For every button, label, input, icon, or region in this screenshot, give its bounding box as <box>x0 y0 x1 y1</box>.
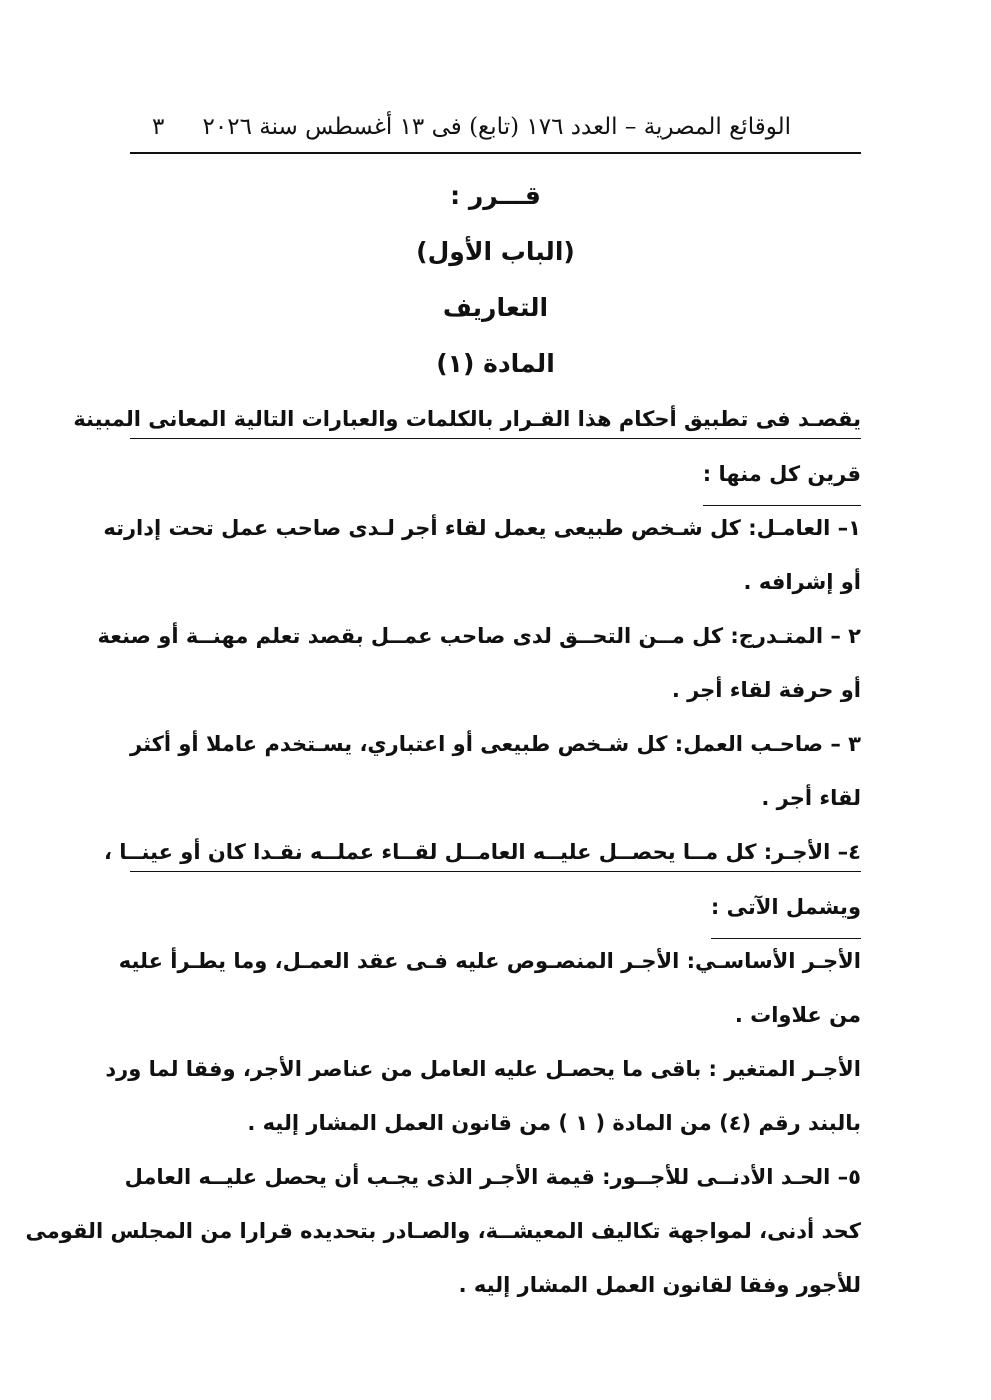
intro-line-2-text: قرين كل منها : <box>703 447 861 506</box>
intro-line-1 <box>73 392 861 439</box>
definition-4-line-2-text: ويشمل الآتى : <box>711 880 861 939</box>
page-number: ٣ <box>152 114 165 140</box>
definitions-heading: التعاريف <box>442 293 549 322</box>
definition-1-line-2: أو إشرافه . <box>743 570 861 594</box>
definition-5-line-1: ٥– الحـد الأدنــى للأجــور: قيمة الأجـر الذى يجـب أن يحصل عليــه العامل <box>124 1165 861 1189</box>
variable-wage-line-1: الأجـر المتغير : باقى ما يحصـل عليه العامل من عناصر الأجر، وفقا لما ورد <box>105 1057 861 1081</box>
decree-heading: قـــرر : <box>450 181 541 210</box>
definition-3-line-1: ٣ – صاحـب العمل: كل شـخص طبيعى أو اعتباري، يسـتخدم عاملا أو أكثر <box>130 732 861 756</box>
definition-2-line-1: ٢ – المتـدرج: كل مــن التحــق لدى صاحب عمــل بقصد تعلم مهنــة أو صنعة <box>97 624 861 648</box>
basic-wage-line-2: من علاوات . <box>734 1003 861 1027</box>
intro-line-2 <box>130 447 861 501</box>
page-header <box>130 100 861 154</box>
basic-wage-line-1: الأجـر الأساسـي: الأجـر المنصـوص عليه فـى عقد العمـل، وما يطـرأ عليه <box>118 949 861 973</box>
gazette-page <box>25 100 861 1312</box>
chapter-heading: (الباب الأول) <box>416 237 575 266</box>
definition-4-line-1 <box>103 825 861 872</box>
gazette-issue-title: الوقائع المصرية – العدد ١٧٦ (تابع) فى ١٣ أغسطس سنة ٢٠٢٦ <box>202 114 791 140</box>
definition-4-line-1-text: ٤– الأجـر: كل مــا يحصــل عليــه العامــل لقــاء عملــه نقـدا كان أو عينــا ، <box>103 840 861 864</box>
definition-3-line-2: لقاء أجر . <box>761 786 861 810</box>
definition-5-line-2: كحد أدنى، لمواجهة تكاليف المعيشــة، والصـادر بتحديده قرارا من المجلس القومى <box>25 1219 861 1243</box>
intro-line-1-text: يقصـد فى تطبيق أحكام هذا القـرار بالكلمات والعبارات التالية المعانى المبينة <box>73 407 861 431</box>
definition-1-line-1: ١– العامـل: كل شـخص طبيعى يعمل لقاء أجر لـدى صاحب عمل تحت إدارته <box>103 516 861 540</box>
definition-4-line-2 <box>130 880 861 934</box>
article-heading: المادة (١) <box>436 349 555 378</box>
definition-5-line-3: للأجور وفقا لقانون العمل المشار إليه . <box>458 1273 861 1297</box>
definition-2-line-2: أو حرفة لقاء أجر . <box>671 678 861 702</box>
variable-wage-line-2: بالبند رقم (٤) من المادة ( ١ ) من قانون العمل المشار إليه . <box>247 1111 861 1135</box>
